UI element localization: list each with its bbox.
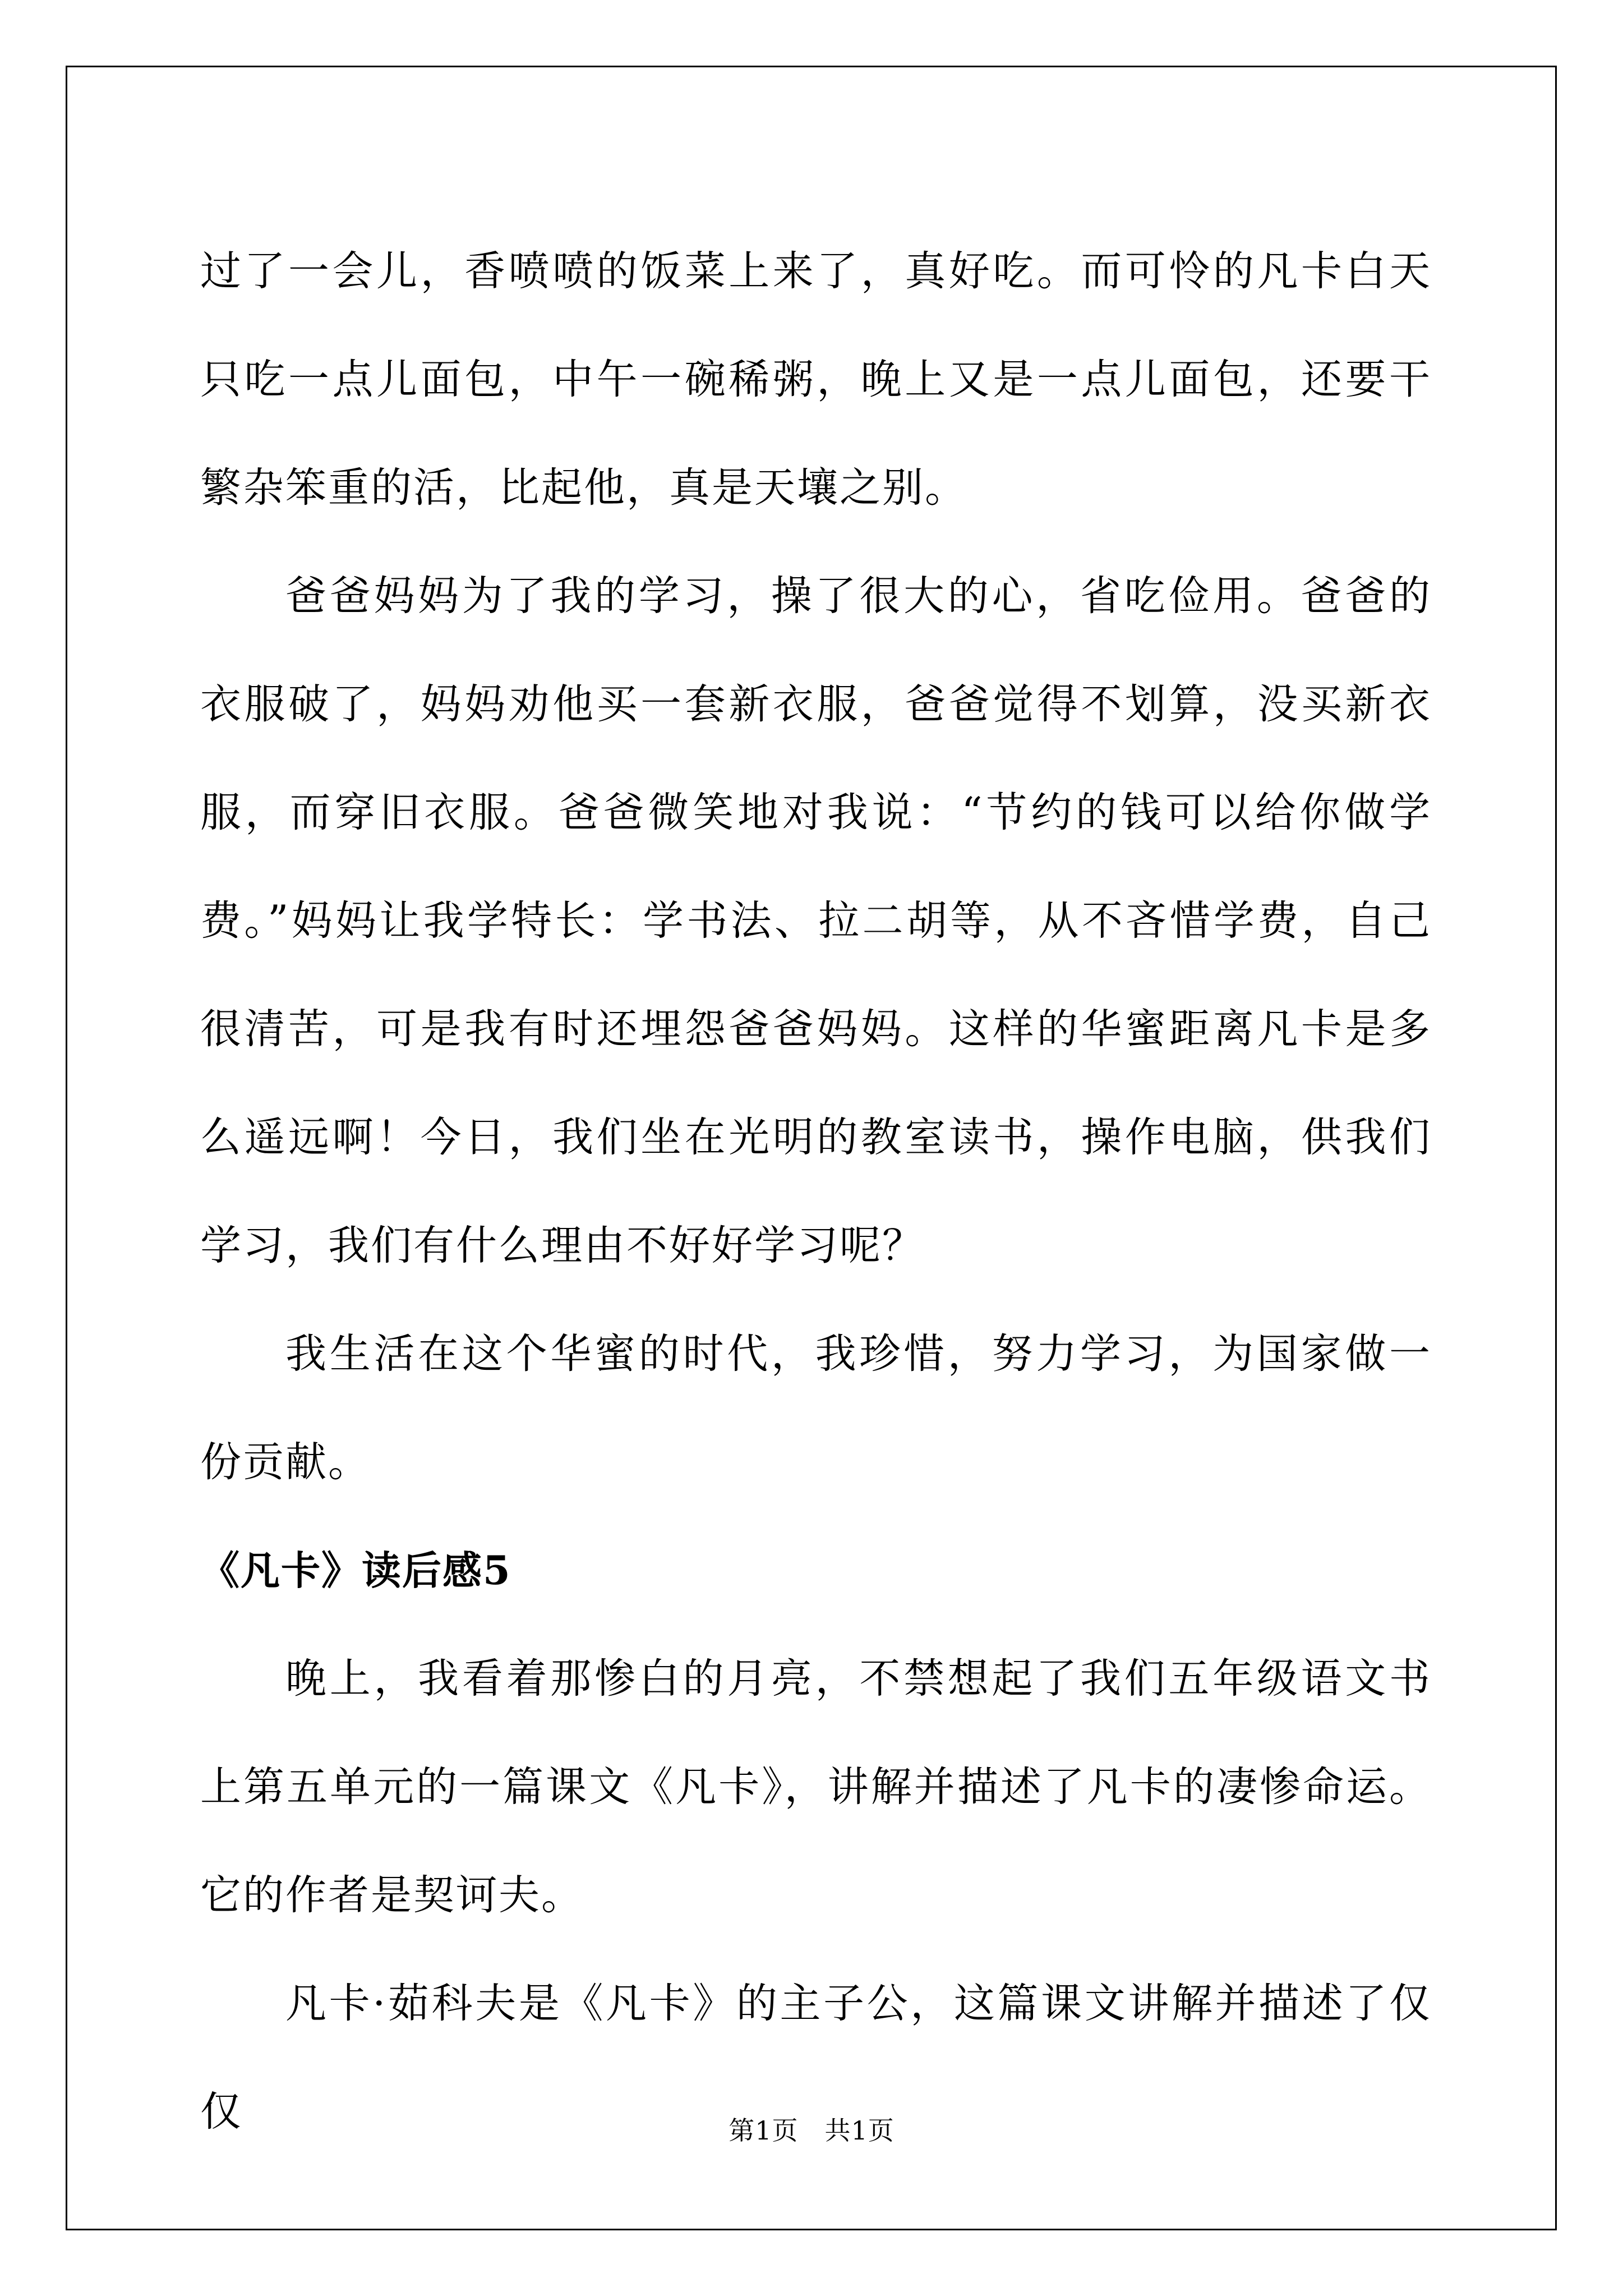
paragraph-2: 爸爸妈妈为了我的学习，操了很大的心，省吃俭用。爸爸的衣服破了，妈妈劝他买一套新衣服，爸爸觉得不划算，没买新衣服，而穿旧衣服。爸爸微笑地对我说：“节约的钱可以给你做学费。”妈妈让我学特长：学书法、拉二胡等，从不吝惜学费，自己很清苦，可是我有时还埋怨爸爸妈妈。这样的华蜜距离凡卡是多么遥远啊！今日，我们坐在光明的教室读书，操作电脑，供我们学习，我们有什么理由不好好学习呢？ [200,572,1432,1269]
document-body [200,217,1432,2166]
paragraph-3: 我生活在这个华蜜的时代，我珍惜，努力学习，为国家做一份贡献。 [200,1330,1432,1486]
paragraph-4: 晚上，我看着那惨白的月亮，不禁想起了我们五年级语文书上第五单元的一篇课文《凡卡》，讲解并描述了凡卡的凄惨命运。它的作者是契诃夫。 [200,1655,1432,1919]
section-heading: 《凡卡》读后感5 [200,1547,511,1594]
paragraph-1: 过了一会儿，香喷喷的饭菜上来了，真好吃。而可怜的凡卡白天只吃一点儿面包，中午一碗稀粥，晚上又是一点儿面包，还要干繁杂笨重的活，比起他，真是天壤之别。 [200,247,1432,512]
paragraph-5: 凡卡·茹科夫是《凡卡》的主子公，这篇课文讲解并描述了仅仅 [200,1980,1432,2136]
page-footer: 第1页 共1页 [728,2115,895,2146]
